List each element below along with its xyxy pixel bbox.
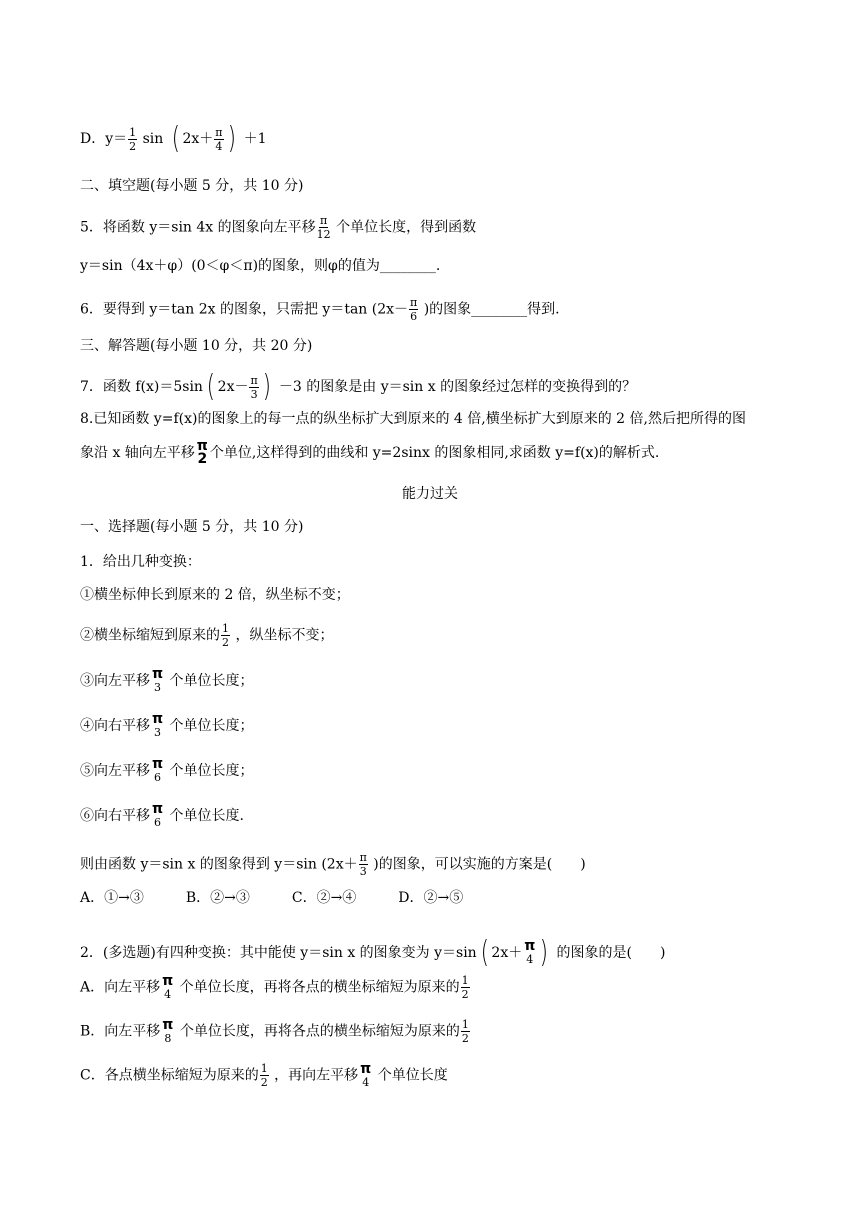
- section-heading: 能力过关: [402, 486, 458, 502]
- paren-group: ( 2x＋ $\frac{\pi}{4}$ ): [171, 121, 236, 156]
- fraction: π 3: [152, 711, 164, 739]
- question-1-options: A．①→③ B．②→③ C．②→④ D．②→⑤: [80, 890, 464, 906]
- fraction: π 4: [360, 1060, 372, 1089]
- transform-4: ④向右平移 π 3 个单位长度；: [80, 711, 254, 739]
- fraction: $\frac{1}{2}$: [461, 974, 469, 1001]
- fraction: π 6: [152, 756, 164, 784]
- question-5-line-1: 5．将函数 y＝sin 4x 的图象向左平移 $\frac{\pi}{12}$ 个单位长度，得到函数: [80, 214, 477, 241]
- transform-3: ③向左平移 π 3 个单位长度；: [80, 666, 254, 694]
- question-1: 1．给出几种变换：: [80, 554, 201, 570]
- fraction: $\frac{1}{2}$: [129, 125, 137, 153]
- question-8-line-1: 8.已知函数 y=f(x)的图象上的每一点的纵坐标扩大到原来的 4 倍,横坐标扩大到原来的 2 倍,然后把所得的图: [80, 411, 746, 427]
- section-3-title: 三、解答题(每小题 10 分，共 20 分): [80, 338, 313, 354]
- question-6: 6．要得到 y＝tan 2x 的图象，只需把 y＝tan (2x－ $\frac{\pi}{6}$ )的图象________得到.: [80, 296, 560, 323]
- option-b: B．向左平移 π 8 个单位长度，再将各点的横坐标缩短为原来的 $\frac{1}{2}$: [80, 1016, 469, 1045]
- fraction: π 2: [196, 438, 208, 467]
- question-1-stem: 则由函数 y＝sin x 的图象得到 y＝sin (2x＋ $\frac{\pi}{3}$ )的图象，可以实施的方案是( ): [80, 851, 586, 878]
- transform-6: ⑥向右平移 π 6 个单位长度.: [80, 801, 244, 829]
- option-d-line: D．y＝ $\frac{1}{2}$ sin ( 2x＋ $\frac{\pi}{4}$ ) ＋1: [80, 121, 267, 156]
- fraction: $\frac{\pi}{3}$: [359, 851, 367, 878]
- fraction: π 3: [152, 666, 164, 694]
- option-c: C．各点横坐标缩短为原来的 $\frac{1}{2}$ ，再向左平移 π 4 个单位长度: [80, 1060, 448, 1089]
- question-7: 7．函数 f(x)＝5sin ( 2x－ $\frac{\pi}{3}$ ) －3 的图象是由 y＝sin x 的图象经过怎样的变换得到的？: [80, 369, 637, 404]
- fraction: $\frac{1}{2}$: [461, 1018, 469, 1045]
- section-1-title: 一、选择题(每小题 5 分，共 10 分): [80, 519, 304, 535]
- option-a: A．向左平移 π 4 个单位长度，再将各点的横坐标缩短为原来的 $\frac{1}{2}$: [80, 972, 469, 1001]
- fraction: $\frac{1}{2}$: [222, 622, 229, 649]
- question-5-line-2: y＝sin（4x＋φ）(0＜φ＜π)的图象，则φ的值为________.: [80, 258, 441, 274]
- fraction: π 6: [152, 801, 164, 829]
- question-8-line-2: 象沿 x 轴向左平移 π 2 个单位,这样得到的曲线和 y=2sinx 的图象相同,求函数 y=f(x)的解析式.: [80, 438, 660, 467]
- transform-1: ①横坐标伸长到原来的 2 倍，纵坐标不变；: [80, 587, 350, 603]
- fraction: π 8: [162, 1016, 174, 1045]
- transform-2: ②横坐标缩短到原来的 $\frac{1}{2}$ ，纵坐标不变；: [80, 622, 334, 649]
- fraction: $\frac{\pi}{12}$: [316, 214, 331, 241]
- fraction: $\frac{\pi}{6}$: [410, 296, 418, 323]
- transform-5: ⑤向左平移 π 6 个单位长度；: [80, 756, 254, 784]
- paren-group: ( 2x－ $\frac{\pi}{3}$ ): [206, 369, 271, 404]
- question-2: 2．(多选题)有四种变换：其中能使 y＝sin x 的图象变为 y＝sin ( 2x＋ π 4 ) 的图象的是( ): [80, 935, 666, 970]
- paren-group: ( 2x＋ π 4 ): [480, 935, 549, 970]
- section-2-title: 二、填空题(每小题 5 分，共 10 分): [80, 178, 304, 194]
- fraction: $\frac{1}{2}$: [260, 1062, 268, 1089]
- fraction: π 4: [162, 972, 174, 1001]
